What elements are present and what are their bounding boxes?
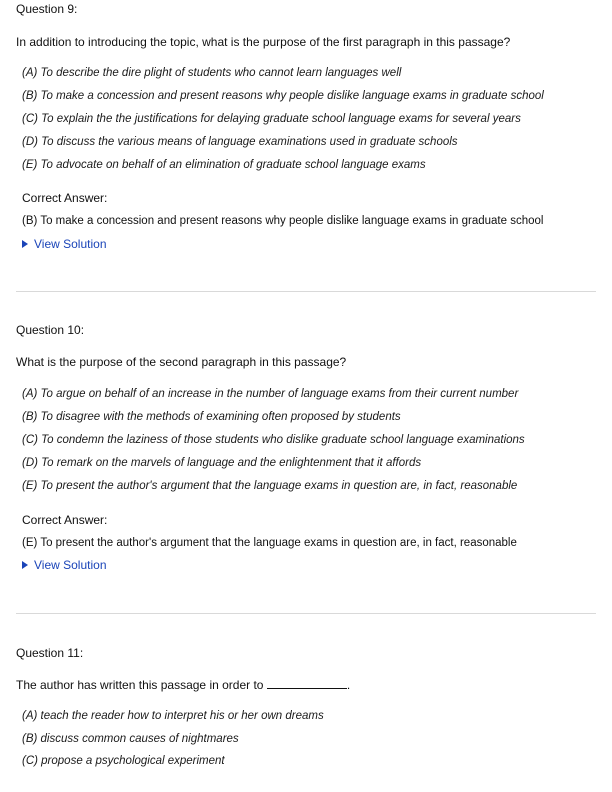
question-prompt-text: The author has written this passage in order to	[16, 678, 264, 692]
question-divider	[16, 613, 596, 614]
fill-in-blank	[267, 677, 347, 689]
answer-option: (C) To explain the the justifications for delaying graduate school language exams for several years	[22, 113, 521, 125]
expand-triangle-icon	[22, 561, 28, 569]
view-solution-label: View Solution	[34, 237, 107, 251]
answer-option: (D) To discuss the various means of language examinations used in graduate schools	[22, 136, 458, 148]
question-title: Question 10:	[16, 323, 85, 337]
answer-option: (E) To present the author's argument that the language exams in question are, in fact, reasonable	[22, 480, 518, 492]
question-prompt-end: .	[346, 678, 351, 692]
question-prompt: In addition to introducing the topic, what is the purpose of the first paragraph in this passage?	[16, 35, 511, 49]
answer-option: (B) To make a concession and present reasons why people dislike language exams in graduate school	[22, 90, 544, 102]
correct-answer-text: (E) To present the author's argument that the language exams in question are, in fact, reasonable	[22, 537, 517, 549]
question-prompt	[16, 677, 350, 692]
expand-triangle-icon	[22, 240, 28, 248]
correct-answer-label: Correct Answer:	[22, 191, 108, 205]
answer-option: (A) teach the reader how to interpret his or her own dreams	[22, 710, 324, 722]
question-title: Question 11:	[16, 646, 84, 660]
view-solution-toggle[interactable]	[22, 237, 107, 251]
answer-option: (D) To remark on the marvels of language and the enlightenment that it affords	[22, 457, 422, 469]
correct-answer-label: Correct Answer:	[22, 513, 108, 527]
answer-option: (A) To describe the dire plight of students who cannot learn languages well	[22, 67, 402, 79]
answer-option: (C) To condemn the laziness of those students who dislike graduate school language examinations	[22, 434, 525, 446]
answer-option: (B) To disagree with the methods of examining often proposed by students	[22, 411, 401, 423]
question-title: Question 9:	[16, 2, 78, 16]
view-solution-label: View Solution	[34, 558, 107, 572]
correct-answer-text: (B) To make a concession and present reasons why people dislike language exams in graduate school	[22, 215, 544, 227]
question-divider	[16, 291, 596, 292]
answer-option: (A) To argue on behalf of an increase in the number of language exams from their current number	[22, 388, 519, 400]
answer-option: (C) propose a psychological experiment	[22, 755, 225, 767]
view-solution-toggle[interactable]	[22, 558, 107, 572]
answer-option: (B) discuss common causes of nightmares	[22, 733, 239, 745]
answer-option: (E) To advocate on behalf of an elimination of graduate school language exams	[22, 159, 426, 171]
question-prompt: What is the purpose of the second paragraph in this passage?	[16, 355, 347, 369]
